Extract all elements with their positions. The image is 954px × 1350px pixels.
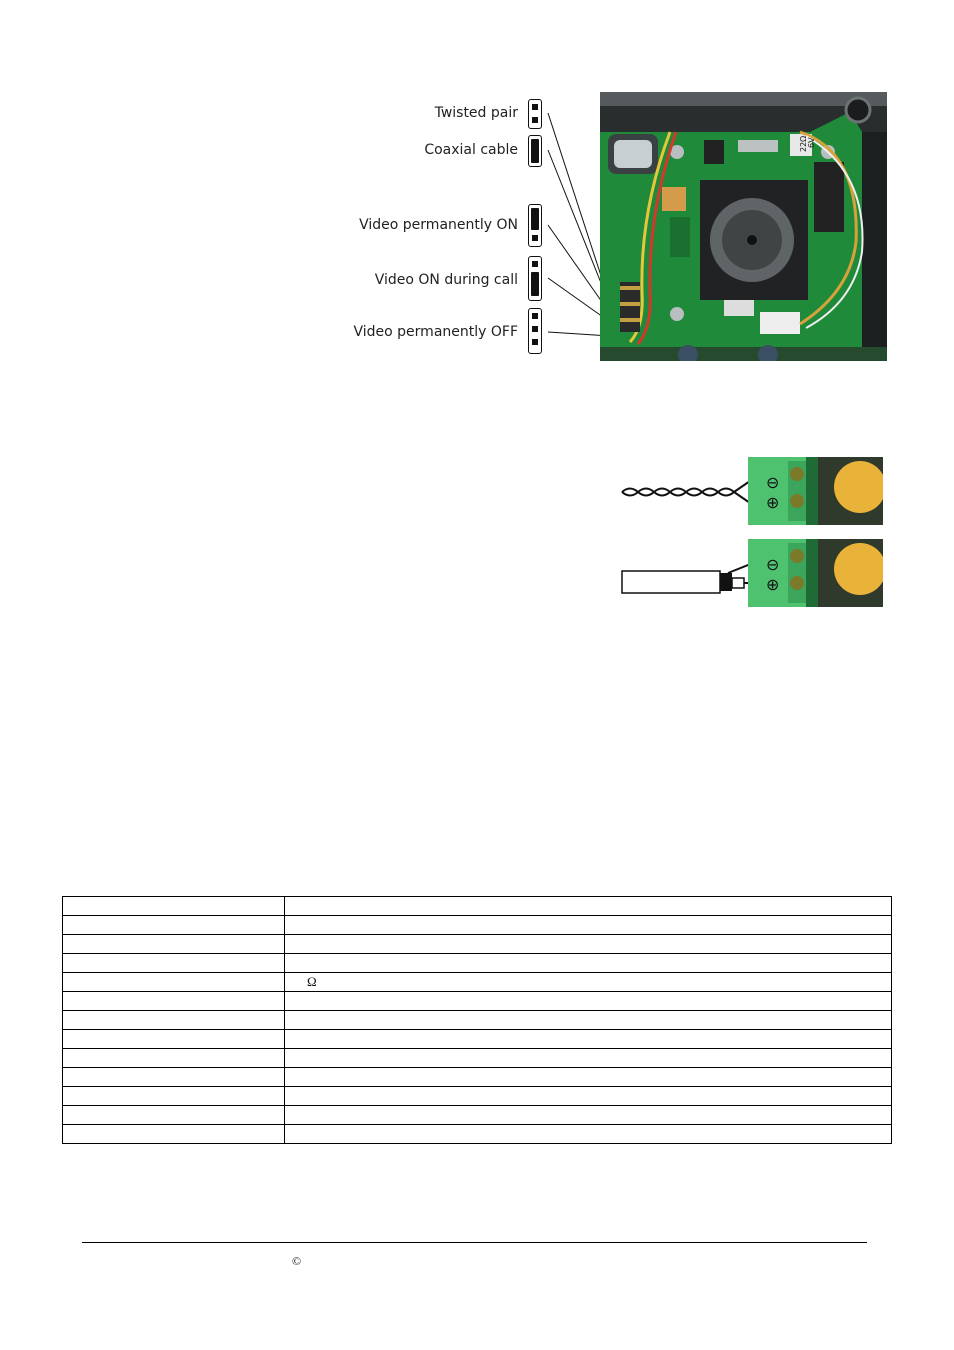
table-cell-text [289, 1126, 307, 1141]
table-cell-text [289, 898, 307, 913]
label-twisted-pair: Twisted pair [434, 105, 518, 121]
table-cell-text [289, 936, 307, 951]
table-row [63, 973, 892, 992]
spec-parameter-cell [63, 954, 285, 973]
table-row [63, 916, 892, 935]
table-cell-text [289, 955, 307, 970]
spec-value-cell [285, 1030, 892, 1049]
spec-value-cell [285, 935, 892, 954]
jumper-configuration-figure [355, 90, 890, 365]
plus-terminal-icon: ⊕ [766, 493, 780, 512]
spec-parameter-cell [63, 935, 285, 954]
spec-parameter-cell [63, 1068, 285, 1087]
label-coaxial-cable: Coaxial cable [424, 142, 518, 158]
table-cell-text [289, 1012, 307, 1027]
label-video-permanently-on: Video permanently ON [359, 217, 518, 233]
terminal-block-photo-coaxial [748, 539, 883, 607]
spec-parameter-cell [63, 1011, 285, 1030]
spec-value-cell [285, 897, 892, 916]
table-row [63, 935, 892, 954]
footer-copyright: © [292, 1254, 302, 1268]
spec-parameter-cell [63, 992, 285, 1011]
table-cell-text [289, 1069, 307, 1084]
spec-parameter-cell [63, 1106, 285, 1125]
table-row [63, 1087, 892, 1106]
cable-wiring-figure [618, 457, 884, 609]
label-video-permanently-off: Video permanently OFF [353, 324, 518, 340]
table-row [63, 897, 892, 916]
table-cell-text [289, 1031, 307, 1046]
terminal-block-photo-twisted [748, 457, 883, 525]
coaxial-cable-icon [618, 539, 753, 609]
table-row [63, 1125, 892, 1144]
plus-terminal-icon: ⊕ [766, 575, 780, 594]
leader-lines [355, 90, 615, 365]
spec-value-cell [285, 1106, 892, 1125]
spec-value-cell [285, 1068, 892, 1087]
spec-value-cell [285, 916, 892, 935]
spec-value-cell [285, 1087, 892, 1106]
table-row [63, 992, 892, 1011]
spec-parameter-cell [63, 916, 285, 935]
pcb-marking-6v: 6V [807, 137, 816, 148]
table-cell-text [289, 1107, 307, 1122]
table-row [63, 1011, 892, 1030]
table-row [63, 1106, 892, 1125]
twisted-pair-wire-icon [618, 457, 753, 527]
spec-value-cell [285, 1125, 892, 1144]
pcb-camera-module-photo [600, 92, 887, 361]
spec-parameter-cell [63, 1049, 285, 1068]
spec-value-cell [285, 973, 892, 992]
table-row [63, 1068, 892, 1087]
table-row [63, 1030, 892, 1049]
table-row [63, 1049, 892, 1068]
spec-parameter-cell [63, 1030, 285, 1049]
specification-table-body [63, 897, 892, 1144]
footer-divider [82, 1242, 867, 1243]
minus-terminal-icon: ⊖ [766, 473, 780, 492]
spec-value-cell [285, 992, 892, 1011]
spec-value-cell [285, 1049, 892, 1068]
table-cell-text [289, 993, 307, 1008]
table-cell-text: Ω [307, 974, 317, 989]
label-video-on-during-call: Video ON during call [374, 272, 518, 288]
pcb-marking-22ohm: 22Ω [799, 135, 808, 152]
spec-parameter-cell [63, 897, 285, 916]
specification-table [62, 896, 892, 1144]
spec-value-cell [285, 954, 892, 973]
table-cell-text [289, 1050, 307, 1065]
table-row [63, 954, 892, 973]
minus-terminal-icon: ⊖ [766, 555, 780, 574]
spec-value-cell [285, 1011, 892, 1030]
spec-parameter-cell [63, 973, 285, 992]
spec-parameter-cell [63, 1087, 285, 1106]
table-cell-text [289, 917, 307, 932]
table-cell-text [289, 1088, 307, 1103]
spec-parameter-cell [63, 1125, 285, 1144]
